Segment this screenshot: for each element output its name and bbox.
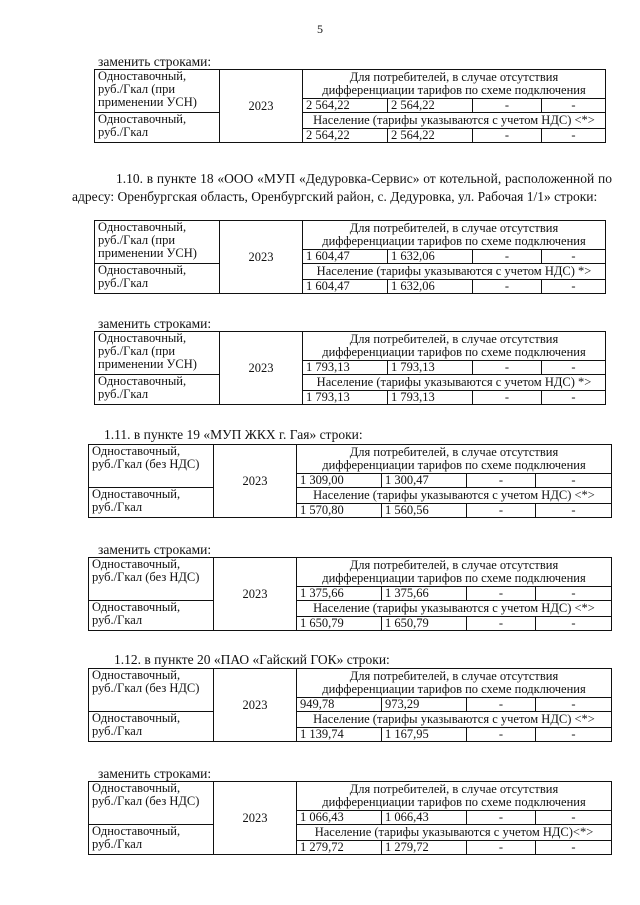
header-text: Для потребителей, в случае отсутствия дифференциации тарифов по схеме подключения <box>303 221 605 250</box>
dash-cell: - <box>467 504 536 517</box>
section-heading: заменить строками: <box>98 316 212 331</box>
dash-cell: - <box>473 250 542 263</box>
population-note: Население (тарифы указываются с учетом НДС) *> <box>303 375 605 391</box>
dash-cell: - <box>473 280 542 293</box>
tariff-value: 1 793,13 <box>388 391 473 404</box>
dash-cell: - <box>467 811 536 824</box>
table-row <box>95 70 606 113</box>
tariff-value: 1 300,47 <box>382 474 467 487</box>
values-cell <box>297 558 612 601</box>
population-note: Население (тарифы указываются с учетом НДС)<*> <box>297 825 611 841</box>
tariff-table <box>88 781 612 855</box>
tariff-name-cell: Одноставочный, руб./Гкал <box>89 712 214 742</box>
tariff-table <box>88 444 612 518</box>
tariff-value: 1 793,13 <box>306 360 350 374</box>
tariff-value: 2 564,22 <box>388 129 473 142</box>
year-cell: 2023 <box>220 221 303 294</box>
values-cell <box>303 113 606 143</box>
dash-cell: - <box>467 728 536 741</box>
values-cell <box>297 825 612 855</box>
section-heading: заменить строками: <box>98 542 212 557</box>
year-cell: 2023 <box>220 70 303 143</box>
values-cell <box>303 375 606 405</box>
table-row <box>89 601 612 631</box>
dash-cell: - <box>536 617 612 630</box>
table-row <box>95 375 606 405</box>
tariff-name-cell: Одноставочный, руб./Гкал (при применении УСН) <box>95 221 220 264</box>
tariff-name-cell: Одноставочный, руб./Гкал (при применении УСН) <box>95 70 220 113</box>
dash-cell: - <box>467 474 536 487</box>
tariff-value: 1 632,06 <box>388 280 473 293</box>
values-cell <box>297 601 612 631</box>
tariff-name-cell: Одноставочный, руб./Гкал (при применении УСН) <box>95 332 220 375</box>
year-cell: 2023 <box>214 558 297 631</box>
table-row <box>89 488 612 518</box>
tariff-value: 2 564,22 <box>306 128 350 142</box>
values-cell <box>297 782 612 825</box>
population-note: Население (тарифы указываются с учетом НДС) <*> <box>297 601 611 617</box>
tariff-value: 1 066,43 <box>382 811 467 824</box>
population-note: Население (тарифы указываются с учетом НДС) <*> <box>297 488 611 504</box>
tariff-name-cell: Одноставочный, руб./Гкал <box>89 601 214 631</box>
tariff-name-cell: Одноставочный, руб./Гкал <box>89 488 214 518</box>
dash-cell: - <box>473 129 542 142</box>
section-heading: 1.11. в пункте 19 «МУП ЖКХ г. Гая» строки: <box>104 427 363 442</box>
section-heading: 1.10. в пункте 18 «ООО «МУП «Дедуровка-Сервис» от котельной, расположенной по адресу: Оренбургская область, Оренбургский район, с. Дедуровка, ул. Рабочая 1/1» строки: <box>72 171 612 204</box>
dash-cell: - <box>536 474 612 487</box>
tariff-value: 2 564,22 <box>306 98 350 112</box>
tariff-table <box>94 69 606 143</box>
dash-cell: - <box>542 391 606 404</box>
table-row <box>95 332 606 375</box>
population-note: Население (тарифы указываются с учетом НДС) <*> <box>297 712 611 728</box>
dash-cell: - <box>467 841 536 854</box>
tariff-value: 1 560,56 <box>382 504 467 517</box>
tariff-value: 1 604,47 <box>306 249 350 263</box>
year-cell: 2023 <box>214 782 297 855</box>
section-heading: заменить строками: <box>98 766 212 781</box>
table-row <box>89 712 612 742</box>
tariff-value: 2 564,22 <box>388 99 473 112</box>
dash-cell: - <box>536 587 612 600</box>
dash-cell: - <box>542 129 606 142</box>
tariff-value: 1 650,79 <box>300 616 344 630</box>
tariff-name-cell: Одноставочный, руб./Гкал <box>95 113 220 143</box>
table-row <box>89 669 612 712</box>
dash-cell: - <box>473 391 542 404</box>
values-cell <box>303 221 606 264</box>
dash-cell: - <box>536 504 612 517</box>
table-row <box>89 558 612 601</box>
dash-cell: - <box>536 841 612 854</box>
values-cell <box>303 70 606 113</box>
tariff-value: 1 650,79 <box>382 617 467 630</box>
header-text: Для потребителей, в случае отсутствия дифференциации тарифов по схеме подключения <box>297 445 611 474</box>
tariff-value: 1 375,66 <box>382 587 467 600</box>
values-cell <box>303 332 606 375</box>
table-row <box>95 221 606 264</box>
tariff-table <box>94 331 606 405</box>
tariff-value: 1 139,74 <box>300 727 344 741</box>
dash-cell: - <box>536 811 612 824</box>
table-row <box>89 825 612 855</box>
dash-cell: - <box>542 99 606 112</box>
dash-cell: - <box>536 728 612 741</box>
tariff-value: 1 279,72 <box>300 840 344 854</box>
population-note: Население (тарифы указываются с учетом НДС) <*> <box>303 113 605 129</box>
tariff-name-cell: Одноставочный, руб./Гкал <box>89 825 214 855</box>
dash-cell: - <box>467 587 536 600</box>
header-text: Для потребителей, в случае отсутствия дифференциации тарифов по схеме подключения <box>297 558 611 587</box>
tariff-value: 1 604,47 <box>306 279 350 293</box>
tariff-value: 1 793,13 <box>388 361 473 374</box>
tariff-name-cell: Одноставочный, руб./Гкал (без НДС) <box>89 782 214 825</box>
tariff-value: 1 375,66 <box>300 586 344 600</box>
table-row <box>89 782 612 825</box>
dash-cell: - <box>467 698 536 711</box>
values-cell <box>297 712 612 742</box>
year-cell: 2023 <box>220 332 303 405</box>
dash-cell: - <box>542 361 606 374</box>
tariff-value: 1 167,95 <box>382 728 467 741</box>
tariff-value: 1 793,13 <box>306 390 350 404</box>
table-row <box>95 113 606 143</box>
dash-cell: - <box>536 698 612 711</box>
tariff-name-cell: Одноставочный, руб./Гкал <box>95 375 220 405</box>
header-text: Для потребителей, в случае отсутствия дифференциации тарифов по схеме подключения <box>303 332 605 361</box>
values-cell <box>297 488 612 518</box>
header-text: Для потребителей, в случае отсутствия дифференциации тарифов по схеме подключения <box>297 669 611 698</box>
dash-cell: - <box>473 99 542 112</box>
table-row <box>95 264 606 294</box>
dash-cell: - <box>542 280 606 293</box>
section-heading: 1.12. в пункте 20 «ПАО «Гайский ГОК» строки: <box>114 652 390 667</box>
tariff-value: 949,78 <box>300 697 335 711</box>
tariff-name-cell: Одноставочный, руб./Гкал (без НДС) <box>89 669 214 712</box>
year-cell: 2023 <box>214 669 297 742</box>
page-number: 5 <box>317 22 323 36</box>
section-heading: заменить строками: <box>98 54 212 69</box>
dash-cell: - <box>473 361 542 374</box>
tariff-table <box>88 668 612 742</box>
tariff-value: 1 632,06 <box>388 250 473 263</box>
tariff-name-cell: Одноставочный, руб./Гкал (без НДС) <box>89 445 214 488</box>
tariff-value: 1 309,00 <box>300 473 344 487</box>
dash-cell: - <box>542 250 606 263</box>
tariff-table <box>88 557 612 631</box>
tariff-value: 1 570,80 <box>300 503 344 517</box>
dash-cell: - <box>467 617 536 630</box>
table-row <box>89 445 612 488</box>
year-cell: 2023 <box>214 445 297 518</box>
tariff-name-cell: Одноставочный, руб./Гкал <box>95 264 220 294</box>
tariff-value: 1 066,43 <box>300 810 344 824</box>
values-cell <box>297 669 612 712</box>
values-cell <box>303 264 606 294</box>
tariff-name-cell: Одноставочный, руб./Гкал (без НДС) <box>89 558 214 601</box>
header-text: Для потребителей, в случае отсутствия дифференциации тарифов по схеме подключения <box>297 782 611 811</box>
tariff-value: 973,29 <box>382 698 467 711</box>
population-note: Население (тарифы указываются с учетом НДС) *> <box>303 264 605 280</box>
values-cell <box>297 445 612 488</box>
header-text: Для потребителей, в случае отсутствия дифференциации тарифов по схеме подключения <box>303 70 605 99</box>
tariff-value: 1 279,72 <box>382 841 467 854</box>
tariff-table <box>94 220 606 294</box>
